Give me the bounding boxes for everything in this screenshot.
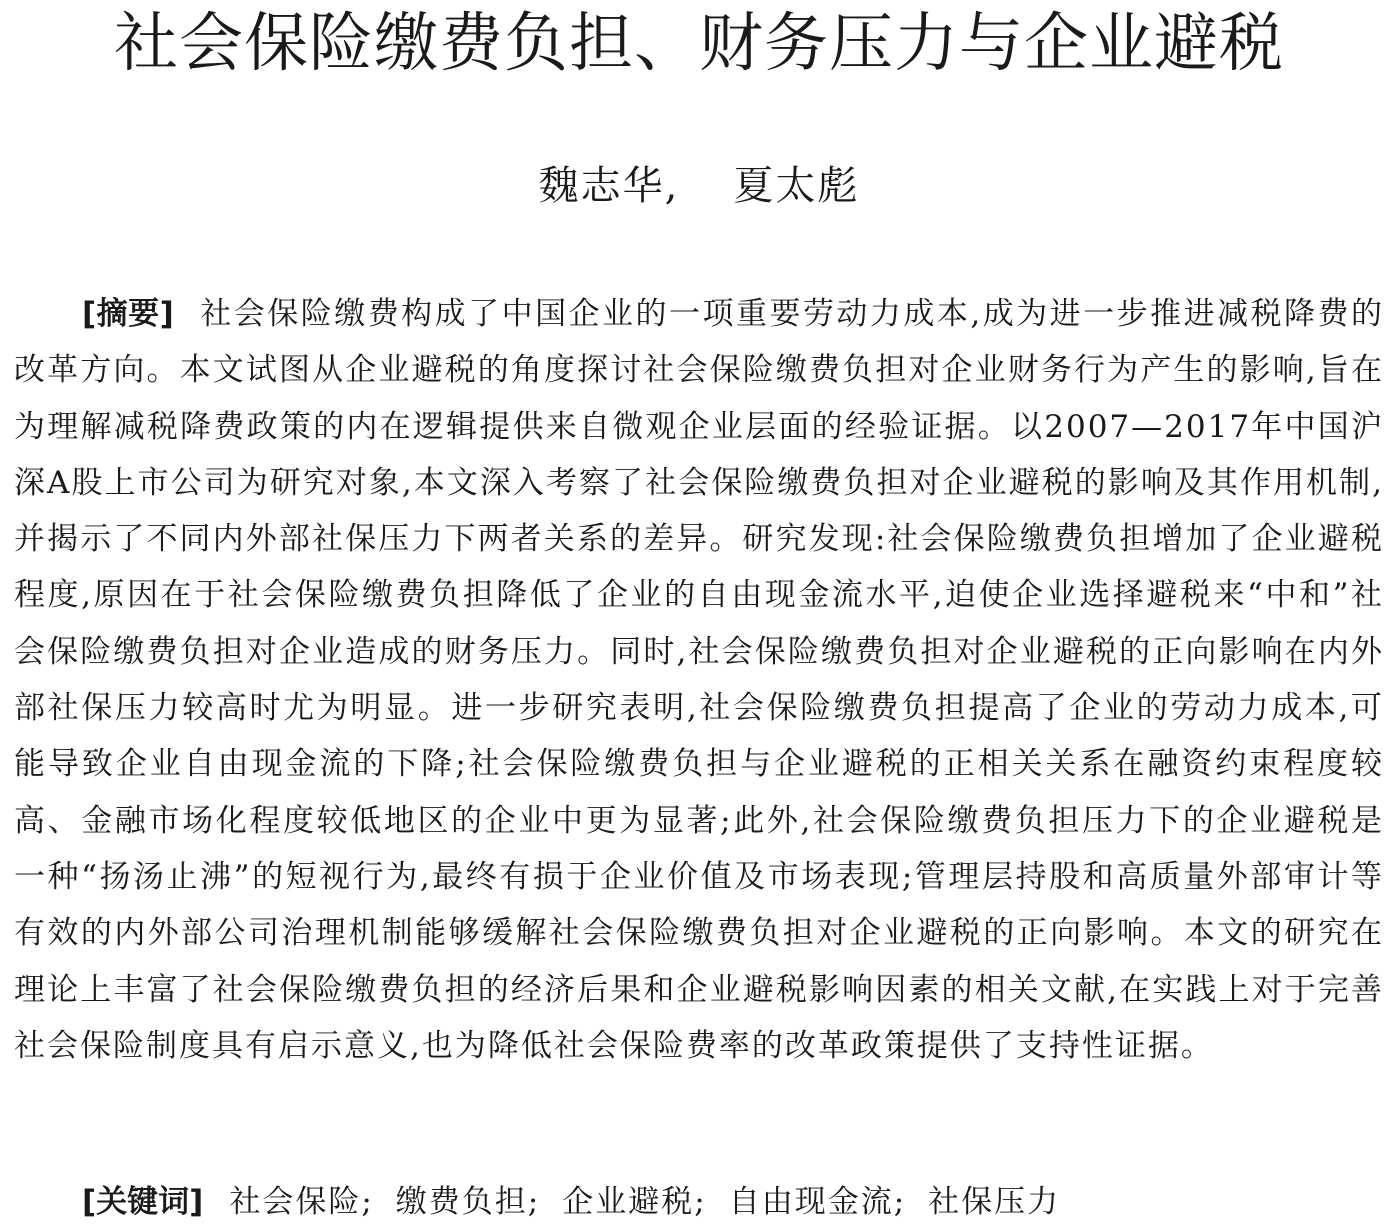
keywords-label: [关键词] (82, 1184, 204, 1220)
abstract (14, 286, 1384, 1074)
keyword-item: 社保压力 (928, 1184, 1061, 1220)
keyword-separator: ; (694, 1184, 707, 1220)
paper-title: 社会保险缴费负担、财务压力与企业避税 (114, 7, 1284, 81)
keyword-item: 自由现金流 (728, 1184, 894, 1220)
keyword-separator: ; (893, 1184, 907, 1220)
author-name: 魏志华, (538, 163, 680, 209)
author-name: 夏太彪 (733, 163, 860, 209)
keyword-separator: ; (527, 1184, 541, 1220)
keyword-item: 社会保险 (229, 1184, 362, 1220)
abstract-text: 社会保险缴费构成了中国企业的一项重要劳动力成本,成为进一步推进减税降费的改革方向。本文试图从企业避税的角度探讨社会保险缴费负担对企业财务行为产生的影响,旨在为理解减税降费政策的内在逻辑提供来自微观企业层面的经验证据。以2007—2017年中国沪深A股上市公司为研究对象,本文深入考察了社会保险缴费负担对企业避税的影响及其作用机制,并揭示了不同内外部社保压力下两者关系的差异。研究发现:社会保险缴费负担增加了企业避税程度,原因在于社会保险缴费负担降低了企业的自由现金流水平,迫使企业选择避税来“中和”社会保险缴费负担对企业造成的财务压力。同时,社会保险缴费负担对企业避税的正向影响在内外部社保压力较高时尤为明显。进一步研究表明,社会保险缴费负担提高了企业的劳动力成本,可能导致企业自由现金流的下降;社会保险缴费负担与企业避税的正相关关系在融资约束程度较高、金融市场化程度较低地区的企业中更为显著;此外,社会保险缴费负担压力下的企业避税是一种“扬汤止沸”的短视行为,最终有损于企业价值及市场表现;管理层持股和高质量外部审计等有效的内外部公司治理机制能够缓解社会保险缴费负担对企业避税的正向影响。本文的研究在理论上丰富了社会保险缴费负担的经济后果和企业避税影响因素的相关文献,在实践上对于完善社会保险制度具有启示意义,也为降低社会保险费率的改革政策提供了支持性证据。 (14, 296, 1384, 1064)
abstract-label: [摘要] (82, 296, 174, 332)
author-list (0, 158, 1398, 214)
keyword-item: 企业避税 (562, 1184, 695, 1220)
keyword-item: 缴费负担 (395, 1184, 528, 1220)
keywords (82, 1180, 1382, 1224)
keyword-separator: ; (361, 1184, 374, 1220)
